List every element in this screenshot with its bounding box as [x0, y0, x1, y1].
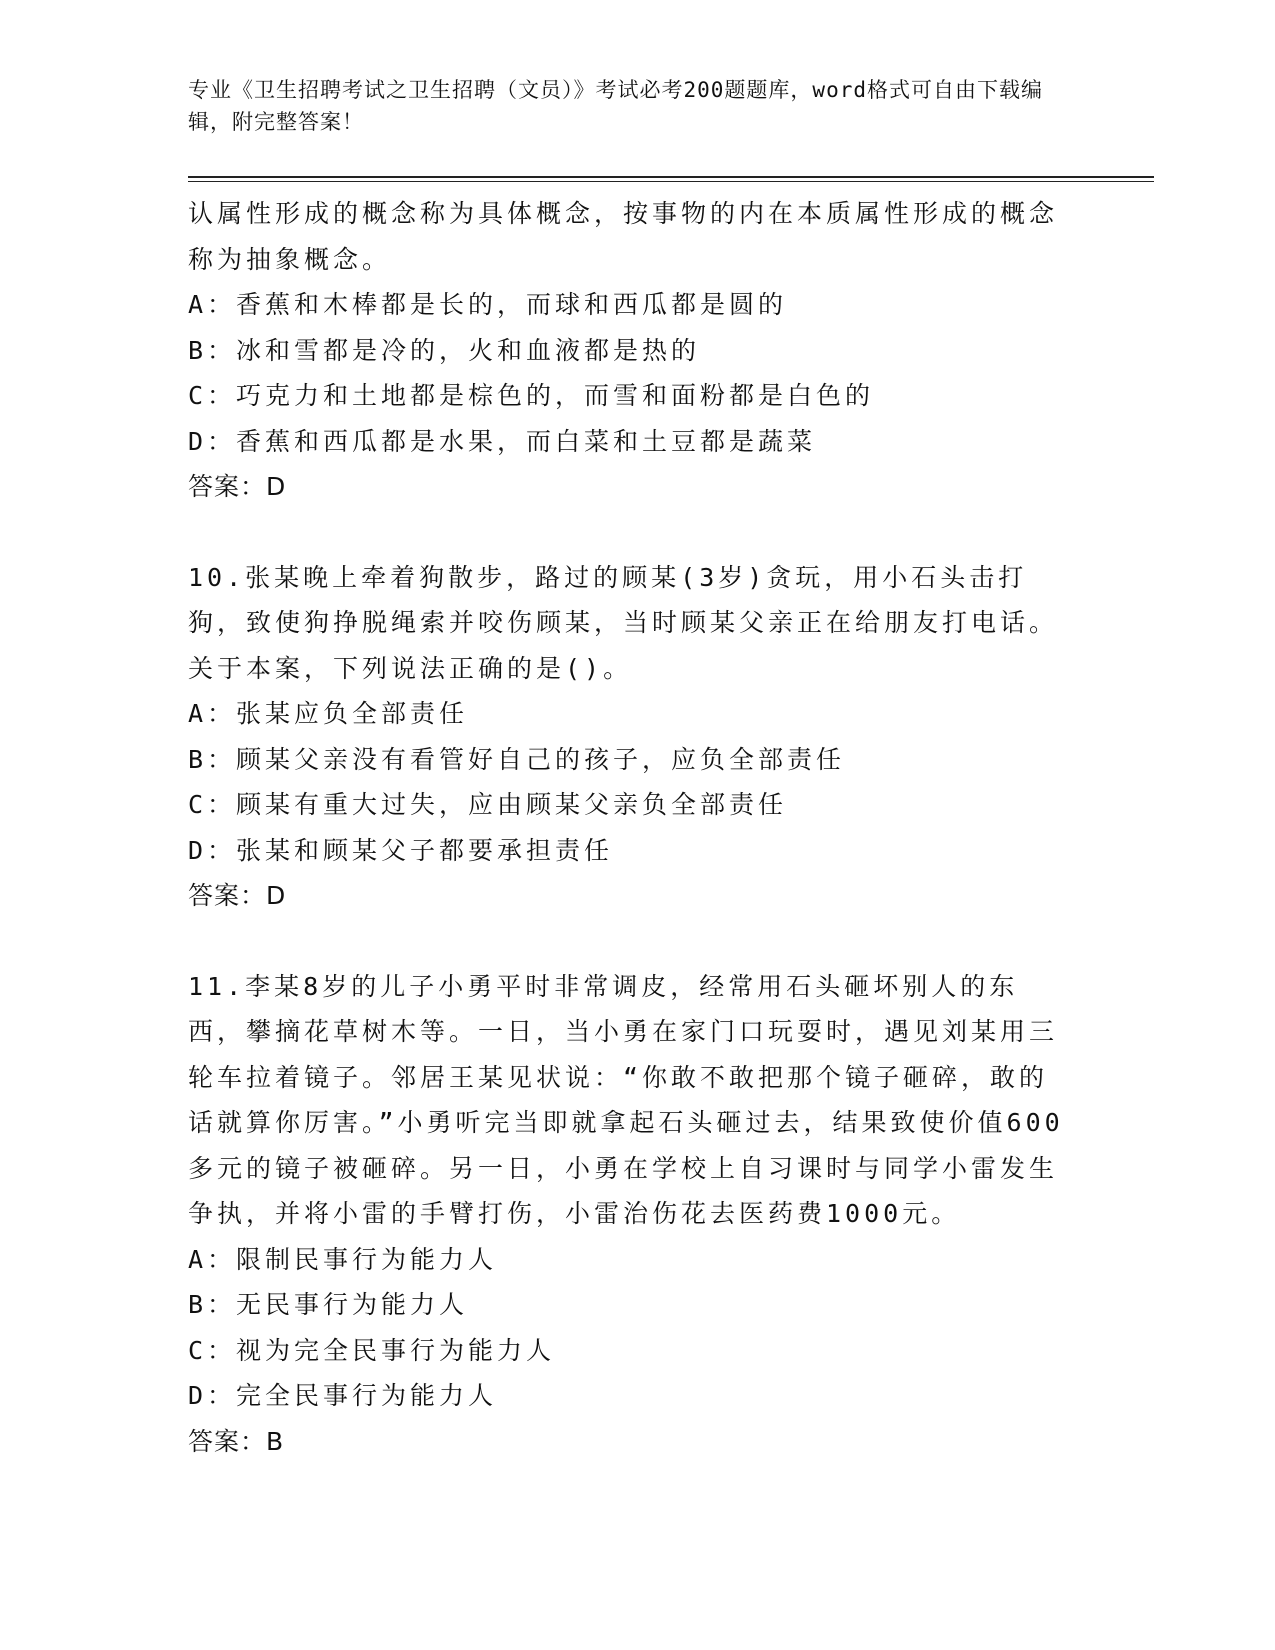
answer: 答案：D [188, 472, 287, 501]
document-body [188, 191, 1068, 1464]
document-header: 专业《卫生招聘考试之卫生招聘（文员）》考试必考200题题库，word格式可自由下载编辑，附完整答案！ [188, 78, 1043, 134]
header-divider [188, 176, 1154, 178]
option-b: B：顾某父亲没有看管好自己的孩子，应负全部责任 [188, 744, 846, 774]
option-c: C：顾某有重大过失，应由顾某父亲负全部责任 [188, 790, 788, 819]
question-10 [188, 555, 1068, 919]
spacer [188, 510, 1068, 555]
question-text: 10.张某晚上牵着狗散步，路过的顾某(3岁)贪玩，用小石头击打狗，致使狗挣脱绳索并咬伤顾某，当时顾某父亲正在给朋友打电话。关于本案，下列说法正确的是()。 [188, 562, 1059, 683]
option-d: D：完全民事行为能力人 [188, 1381, 498, 1410]
option-a: A：限制民事行为能力人 [188, 1244, 498, 1274]
answer: 答案：D [188, 881, 287, 910]
question-text: 认属性形成的概念称为具体概念，按事物的内在本质属性形成的概念称为抽象概念。 [188, 199, 1059, 274]
option-b: B：冰和雪都是冷的，火和血液都是热的 [188, 335, 701, 365]
option-d: D：香蕉和西瓜都是水果，而白菜和土豆都是蔬菜 [188, 426, 817, 456]
option-a: A：香蕉和木棒都是长的，而球和西瓜都是圆的 [188, 290, 788, 319]
answer: 答案：B [188, 1426, 285, 1456]
option-c: C：巧克力和土地都是棕色的，而雪和面粉都是白色的 [188, 381, 875, 410]
option-a: A：张某应负全部责任 [188, 699, 469, 728]
option-b: B：无民事行为能力人 [188, 1290, 469, 1319]
header-divider-thin [188, 181, 1154, 182]
question-text: 11.李某8岁的儿子小勇平时非常调皮，经常用石头砸坏别人的东西，攀摘花草树木等。一日，当小勇在家门口玩耍时，遇见刘某用三轮车拉着镜子。邻居王某见状说：“你敢不敢把那个镜子砸碎，敢的话就算你厉害。”小勇听完当即就拿起石头砸过去，结果致使价值600多元的镜子被砸碎。另一日，小勇在学校上自习课时与同学小雷发生争执，并将小雷的手臂打伤，小雷治伤花去医药费1000元。 [188, 971, 1064, 1228]
question-continuation [188, 191, 1068, 510]
question-11 [188, 964, 1068, 1465]
option-c: C：视为完全民事行为能力人 [188, 1335, 556, 1365]
spacer [188, 919, 1068, 964]
option-d: D：张某和顾某父子都要承担责任 [188, 835, 614, 865]
